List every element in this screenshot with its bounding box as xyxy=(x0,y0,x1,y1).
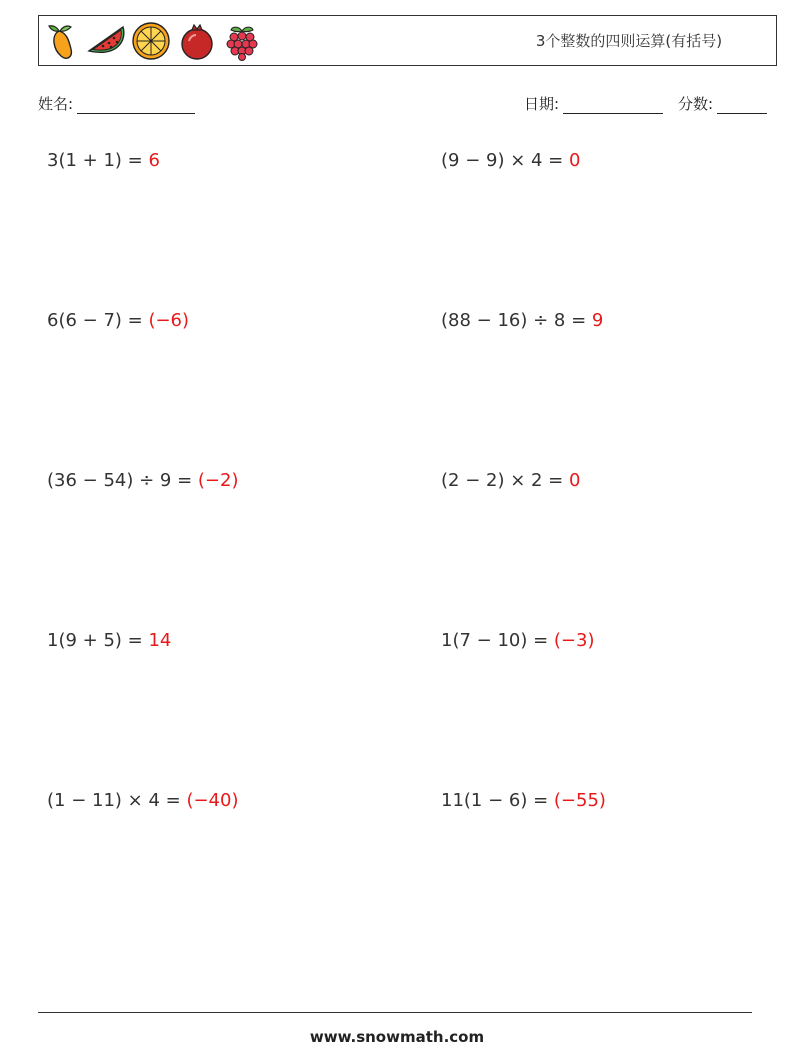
problem-5-question: (36 − 54) ÷ 9 = xyxy=(47,470,198,491)
problem-1-question: 3(1 + 1) = xyxy=(47,150,149,171)
problem-5-answer: (−2) xyxy=(197,470,239,491)
problem-10-question: 11(1 − 6) = xyxy=(441,790,554,811)
problem-9 xyxy=(47,790,238,811)
date-label: 日期: xyxy=(524,95,560,113)
problem-3-answer: (−6) xyxy=(148,310,190,331)
name-field xyxy=(38,93,195,114)
problem-4-answer: 9 xyxy=(591,310,604,331)
pomegranate-icon xyxy=(177,21,217,61)
watermelon-icon xyxy=(87,21,127,61)
problem-7-answer: 14 xyxy=(148,630,172,651)
problem-4 xyxy=(441,310,603,331)
problem-1 xyxy=(47,150,160,171)
problem-1-answer: 6 xyxy=(148,150,160,171)
problem-8-question: 1(7 − 10) = xyxy=(441,630,554,651)
problem-5 xyxy=(47,470,238,491)
score-field xyxy=(678,93,767,114)
problem-2-question: (9 − 9) × 4 = xyxy=(441,150,569,171)
raspberry-icon xyxy=(222,21,262,61)
problem-2 xyxy=(441,150,580,171)
orange-slice-icon xyxy=(131,21,171,61)
problem-6 xyxy=(441,470,580,491)
score-blank-line[interactable] xyxy=(717,97,767,114)
problem-3 xyxy=(47,310,189,331)
problem-3-question: 6(6 − 7) = xyxy=(47,310,149,331)
date-field xyxy=(524,93,663,114)
problem-8-answer: (−3) xyxy=(553,630,595,651)
score-label: 分数: xyxy=(678,95,714,113)
problem-9-question: (1 − 11) × 4 = xyxy=(47,790,187,811)
problem-10 xyxy=(441,790,606,811)
mango-icon xyxy=(45,21,85,61)
problem-6-question: (2 − 2) × 2 = xyxy=(441,470,569,491)
problem-4-question: (88 − 16) ÷ 8 = xyxy=(441,310,592,331)
problem-9-answer: (−40) xyxy=(186,790,239,811)
header-banner xyxy=(38,15,777,66)
problem-7 xyxy=(47,630,171,651)
footer-divider xyxy=(38,1012,752,1013)
name-label: 姓名: xyxy=(38,95,74,113)
problem-7-question: 1(9 + 5) = xyxy=(47,630,149,651)
name-blank-line[interactable] xyxy=(77,97,195,114)
problem-2-answer: 0 xyxy=(568,150,581,171)
footer-website[interactable]: www.snowmath.com xyxy=(309,1028,485,1046)
problem-10-answer: (−55) xyxy=(553,790,606,811)
date-blank-line[interactable] xyxy=(563,97,663,114)
worksheet-title: 3个整数的四则运算(有括号) xyxy=(535,32,723,50)
problem-8 xyxy=(441,630,595,651)
problem-6-answer: 0 xyxy=(568,470,581,491)
